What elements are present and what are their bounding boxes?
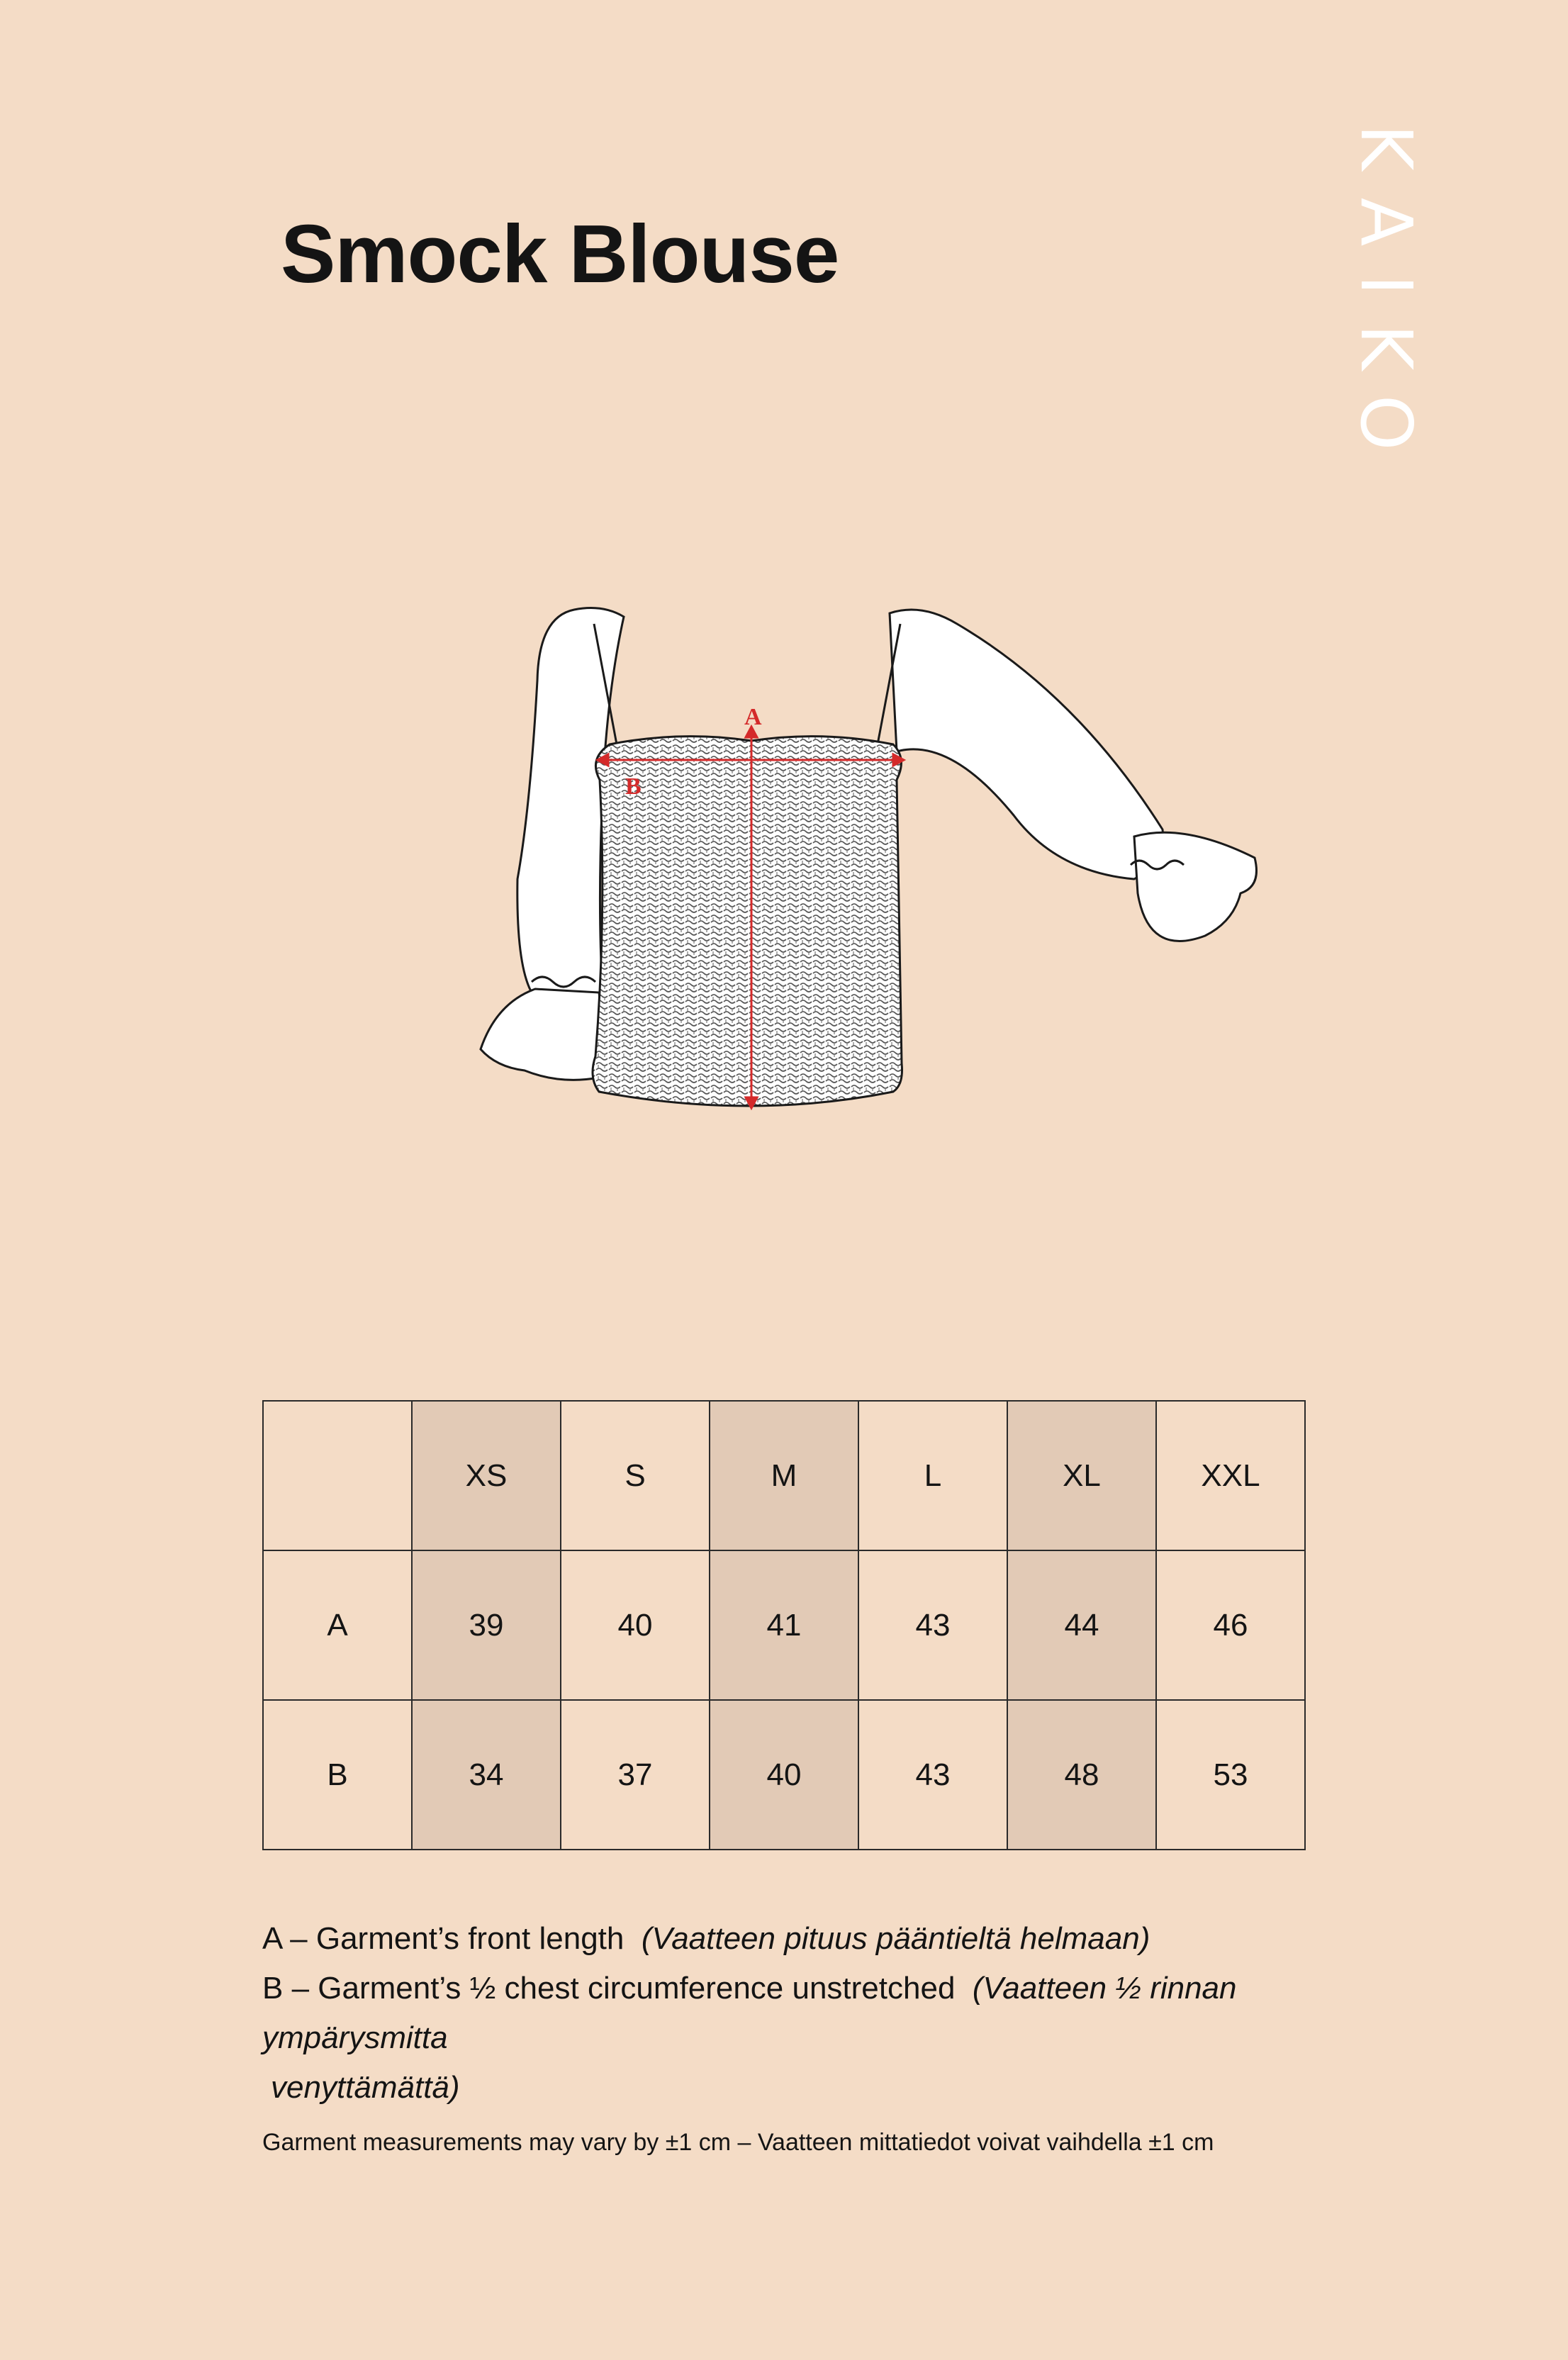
table-row xyxy=(263,1700,1305,1850)
legend-a xyxy=(262,1914,1425,1964)
row-label-a: A xyxy=(263,1550,412,1700)
table-cell: 40 xyxy=(710,1700,858,1850)
size-header-m: M xyxy=(710,1401,858,1550)
brand-logo xyxy=(1345,124,1478,479)
table-cell: 43 xyxy=(858,1550,1007,1700)
size-header-l: L xyxy=(858,1401,1007,1550)
blouse-technical-drawing xyxy=(468,595,1276,1120)
size-chart-table xyxy=(262,1400,1306,1850)
table-cell: 40 xyxy=(561,1550,710,1700)
brand-logo-text: KAIKO xyxy=(1345,124,1428,479)
row-label-b: B xyxy=(263,1700,412,1850)
size-header-xxl: XXL xyxy=(1156,1401,1305,1550)
measurement-legend xyxy=(262,1914,1425,2113)
measurement-disclaimer: Garment measurements may vary by ±1 cm – Vaatteen mittatiedot voivat vaihdella ±1 cm xyxy=(262,2129,1214,2156)
table-cell: 43 xyxy=(858,1700,1007,1850)
table-cell: 34 xyxy=(412,1700,561,1850)
table-cell: 48 xyxy=(1007,1700,1156,1850)
right-sleeve xyxy=(890,610,1163,879)
measure-label-a: A xyxy=(744,704,762,730)
table-header-row xyxy=(263,1401,1305,1550)
size-header-s: S xyxy=(561,1401,710,1550)
size-header-xl: XL xyxy=(1007,1401,1156,1550)
measure-label-b: B xyxy=(625,773,642,800)
legend-b-continued xyxy=(262,2063,1425,2113)
size-header-xs: XS xyxy=(412,1401,561,1550)
legend-b-translation-continued: venyttämättä) xyxy=(271,2070,460,2105)
legend-a-translation: (Vaatteen pituus pääntieltä helmaan) xyxy=(641,1921,1150,1956)
page-title: Smock Blouse xyxy=(281,208,839,300)
table-cell: 37 xyxy=(561,1700,710,1850)
table-cell: 44 xyxy=(1007,1550,1156,1700)
legend-a-text: A – Garment’s front length xyxy=(262,1921,625,1956)
table-cell: 41 xyxy=(710,1550,858,1700)
table-cell: 39 xyxy=(412,1550,561,1700)
left-cuff-ruffle xyxy=(481,989,603,1080)
legend-b xyxy=(262,1964,1425,2063)
table-cell: 46 xyxy=(1156,1550,1305,1700)
legend-b-translation: (Vaatteen ½ rinnan ympärysmitta xyxy=(262,1971,1237,2055)
table-row xyxy=(263,1550,1305,1700)
legend-b-text: B – Garment’s ½ chest circumference unstretched xyxy=(262,1971,956,2006)
right-cuff-ruffle xyxy=(1134,832,1257,941)
table-corner-cell xyxy=(263,1401,412,1550)
table-cell: 53 xyxy=(1156,1700,1305,1850)
